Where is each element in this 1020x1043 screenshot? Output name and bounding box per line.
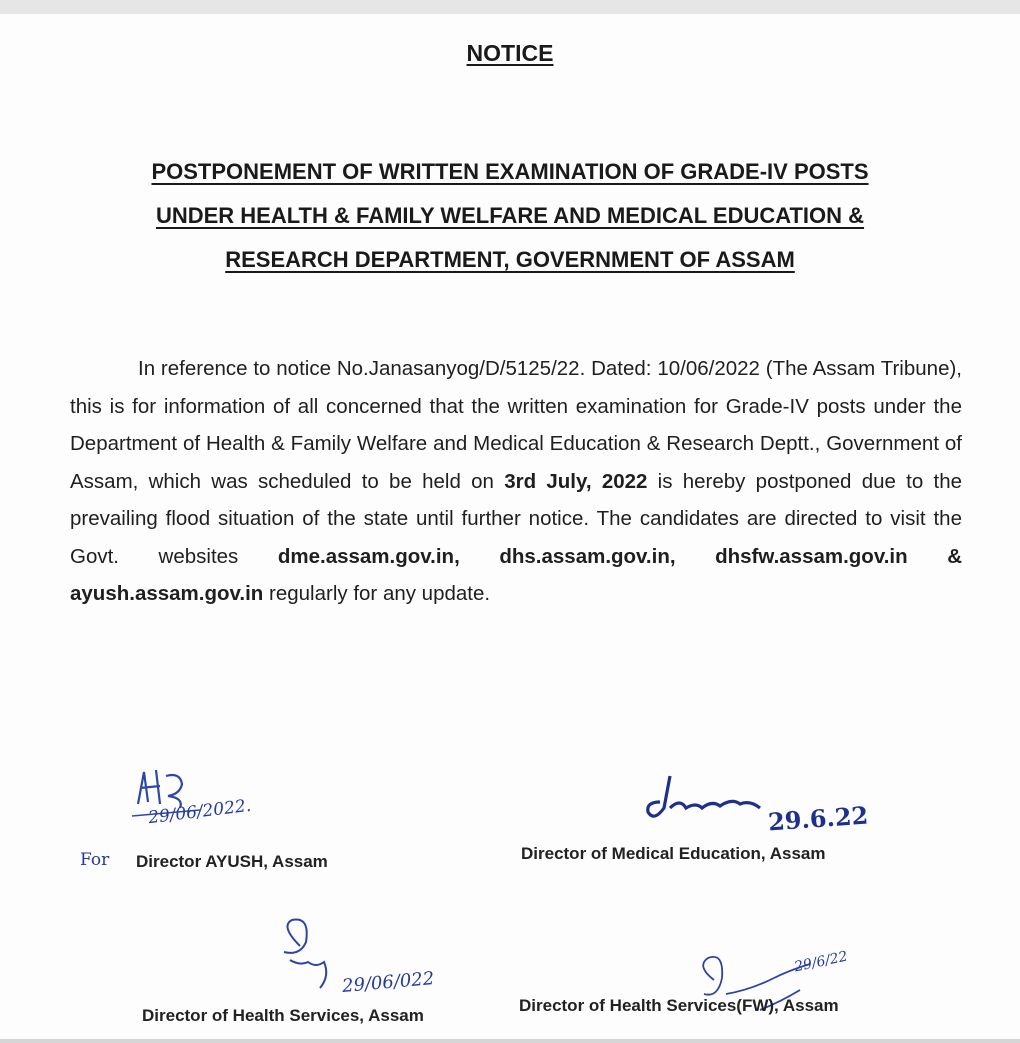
signatory-dhsfw: Director of Health Services(FW), Assam [519, 996, 839, 1015]
signatory-dhs: Director of Health Services, Assam [142, 1006, 424, 1025]
exam-date: 3rd July, 2022 [504, 469, 648, 493]
handwritten-date-dme: 29.6.22 [767, 800, 870, 837]
signatory-dme: Director of Medical Education, Assam [521, 844, 826, 863]
website-ayush: ayush.assam.gov.in [70, 582, 264, 605]
body-text-1: In reference to notice No.Janasanyog/D/5125/22. Dated: 10/06/2022 (The Assam Tribune), this is for information of all concerned that the written examination for Grade-IV posts under the Department of Health & Family Welfare and Medical Education & Research Deptt., Government of Assam, which was scheduled to be held on [70, 357, 962, 493]
for-prefix: For [80, 850, 110, 870]
top-strip [0, 0, 1020, 14]
handwritten-date-dhs: 29/06/022 [341, 968, 436, 997]
website-dme: dme.assam.gov.in, [277, 544, 460, 568]
notice-page [0, 14, 1020, 1039]
website-dhsfw: dhsfw.assam.gov.in [715, 544, 908, 568]
signature-dme [640, 772, 760, 822]
notice-heading [60, 150, 960, 282]
notice-body [70, 350, 962, 613]
body-text-3: regularly for any update. [263, 582, 491, 605]
handwritten-date-dhsfw: 29/6/22 [792, 948, 850, 976]
signature-dhs [270, 916, 350, 992]
amp: & [907, 544, 962, 568]
handwritten-date-ayush: 29/06/2022. [147, 795, 253, 829]
body-text-2: is hereby postponed due to the prevailing flood situation of the state until further notice. The candidates are directed to visit the Govt. websites [70, 469, 963, 568]
signatory-ayush: Director AYUSH, Assam [136, 852, 328, 871]
heading-line-3: RESEARCH DEPARTMENT, GOVERNMENT OF ASSAM [225, 247, 795, 272]
heading-line-1: POSTPONEMENT OF WRITTEN EXAMINATION OF GRADE-IV POSTS [151, 159, 869, 184]
notice-title: NOTICE [466, 40, 554, 66]
bottom-strip [0, 1039, 1020, 1043]
heading-line-2: UNDER HEALTH & FAMILY WELFARE AND MEDICAL EDUCATION & [155, 203, 865, 228]
website-dhs: dhs.assam.gov.in, [499, 544, 676, 568]
